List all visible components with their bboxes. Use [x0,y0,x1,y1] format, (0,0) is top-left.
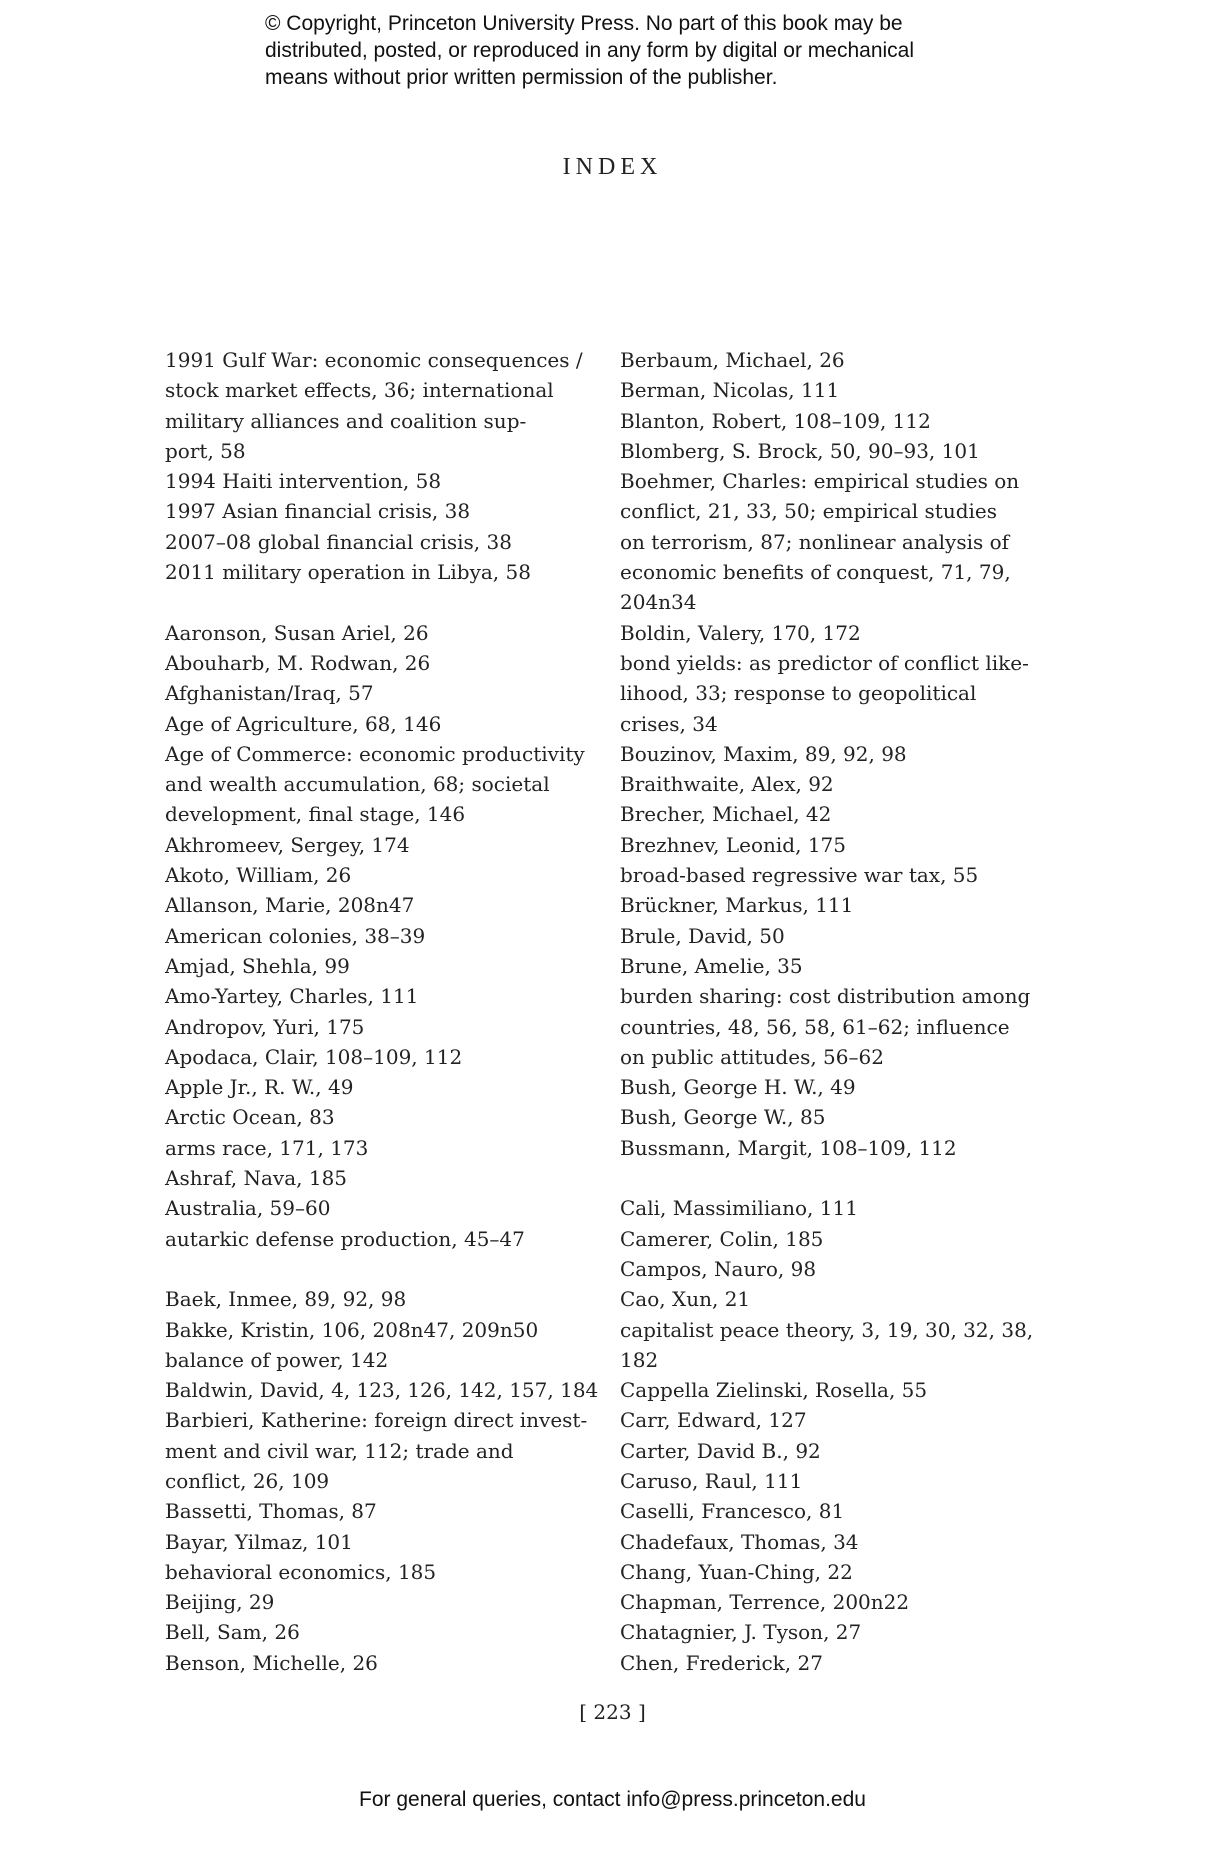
index-entry-line: Brule, David, 50 [620,923,785,948]
index-entry [165,1315,585,1345]
index-entry [620,1436,1040,1466]
index-entry [620,1587,1040,1617]
index-entry [165,1284,585,1314]
index-entry-line: lihood, 33; response to geopolitical [620,681,977,706]
index-entry-line: Beijing, 29 [165,1590,275,1615]
index-entry [165,1224,585,1254]
index-entry [165,1072,585,1102]
index-entry-line: Brune, Amelie, 35 [620,953,803,978]
index-entry-line: Baek, Inmee, 89, 92, 98 [165,1287,407,1312]
index-entry-line: port, 58 [165,438,246,463]
index-entry-line: economic benefits of conquest, 71, 79, [620,560,1011,585]
index-entry-line: behavioral economics, 185 [165,1559,437,1584]
index-entry [165,1102,585,1132]
index-entry [620,466,1040,617]
index-entry [620,860,1040,890]
index-entry-line: Apodaca, Clair, 108–109, 112 [165,1044,463,1069]
index-entry [165,1012,585,1042]
index-entry-line: arms race, 171, 173 [165,1135,369,1160]
index-entry-line: Camerer, Colin, 185 [620,1226,824,1251]
index-entry-line: Allanson, Marie, 208n47 [165,893,415,918]
index-entry-line: Age of Agriculture, 68, 146 [165,711,442,736]
index-entry-line: ment and civil war, 112; trade and [165,1438,514,1463]
index-entry-line: countries, 48, 56, 58, 61–62; influence [620,1014,1010,1039]
index-entry-line: on public attitudes, 56–62 [620,1044,884,1069]
index-entry-line: Brecher, Michael, 42 [620,802,832,827]
section-gap [165,1254,585,1284]
index-entry [165,345,585,466]
index-entry-line: Chadefaux, Thomas, 34 [620,1529,859,1554]
index-entry [620,1224,1040,1254]
index-entry-line: 1994 Haiti intervention, 58 [165,469,442,494]
index-entry [165,1042,585,1072]
index-entry-line: American colonies, 38–39 [165,923,426,948]
page-number: [ 223 ] [579,1700,646,1724]
index-entry [620,1466,1040,1496]
index-entry [165,921,585,951]
index-entry-line: Chatagnier, J. Tyson, 27 [620,1620,862,1645]
index-entry-line: Akhromeev, Sergey, 174 [165,832,410,857]
index-entry-line: balance of power, 142 [165,1347,389,1372]
index-entry [620,1405,1040,1435]
index-entry-line: on terrorism, 87; nonlinear analysis of [620,529,1010,554]
index-entry [165,890,585,920]
index-entry-line: 1991 Gulf War: economic consequences / [165,348,583,372]
index-column-right [620,345,1040,1678]
index-entry [165,618,585,648]
index-entry-line: Age of Commerce: economic productivity [165,741,585,766]
index-entry [620,739,1040,769]
footer-contact: For general queries, contact info@press.princeton.edu [359,1788,866,1811]
index-entry-line: capitalist peace theory, 3, 19, 30, 32, 38, [620,1317,1034,1342]
page-title: INDEX [562,154,663,180]
index-entry-line: Apple Jr., R. W., 49 [165,1075,354,1100]
copyright-line: © Copyright, Princeton University Press. No part of this book may be [265,12,903,35]
index-entry [620,769,1040,799]
index-entry [620,1648,1040,1678]
index-entry-line: 2007–08 global financial crisis, 38 [165,529,512,554]
index-entry [165,739,585,830]
copyright-notice [265,10,985,91]
index-entry-line: military alliances and coalition sup- [165,408,527,433]
index-entry-line: 2011 military operation in Libya, 58 [165,560,531,585]
index-entry [165,1496,585,1526]
index-entry-line: Baldwin, David, 4, 123, 126, 142, 157, 184 [165,1378,599,1403]
section-gap [165,587,585,617]
index-entry-line: Carter, David B., 92 [620,1438,821,1463]
index-entry [165,648,585,678]
index-entry [620,1496,1040,1526]
index-entry [620,981,1040,1072]
index-entry-line: conflict, 26, 109 [165,1468,330,1493]
index-entry-line: Chang, Yuan-Ching, 22 [620,1559,853,1584]
index-entry [165,1375,599,1405]
index-entry [620,951,1040,981]
index-entry [620,830,1040,860]
index-entry-line: Campos, Nauro, 98 [620,1256,817,1281]
index-entry [165,830,585,860]
index-entry [165,678,585,708]
index-entry-line: Afghanistan/Iraq, 57 [165,681,374,706]
index-entry [620,375,1040,405]
index-entry [165,1617,585,1647]
index-entry [165,527,585,557]
index-entry [620,799,1040,829]
copyright-line: distributed, posted, or reproduced in any form by digital or mechanical [265,39,915,62]
index-entry-line: Bell, Sam, 26 [165,1620,300,1645]
index-entry-line: Amo-Yartey, Charles, 111 [165,984,419,1009]
index-entry [165,981,585,1011]
index-entry-line: broad-based regressive war tax, 55 [620,863,979,888]
index-entry [165,1193,585,1223]
index-entry [620,406,1040,436]
index-entry-line: Chapman, Terrence, 200n22 [620,1590,910,1615]
index-entry-line: Chen, Frederick, 27 [620,1650,823,1675]
index-entry-line: Bakke, Kristin, 106, 208n47, 209n50 [165,1317,539,1342]
index-entry-line: Akoto, William, 26 [165,863,352,888]
index-entry-line: Australia, 59–60 [165,1196,331,1221]
index-entry [165,860,585,890]
index-entry-line: Braithwaite, Alex, 92 [620,772,834,797]
index-entry [620,1557,1040,1587]
index-entry-line: Brezhnev, Leonid, 175 [620,832,846,857]
index-entry [165,496,585,526]
index-entry [620,1193,1040,1223]
index-entry-line: Cao, Xun, 21 [620,1287,751,1312]
index-entry [620,1375,1040,1405]
index-entry-line: burden sharing: cost distribution among [620,984,1031,1009]
index-entry-line: stock market effects, 36; international [165,378,554,403]
index-entry-line: Arctic Ocean, 83 [165,1105,335,1130]
index-entry-line: Bassetti, Thomas, 87 [165,1499,377,1524]
index-entry [620,1254,1040,1284]
index-entry-line: Carr, Edward, 127 [620,1408,807,1433]
index-entry-line: Abouharb, M. Rodwan, 26 [165,650,431,675]
index-entry-line: Boldin, Valery, 170, 172 [620,620,861,645]
index-entry-line: Boehmer, Charles: empirical studies on [620,469,1020,494]
index-entry [620,648,1040,739]
index-entry-line: Blanton, Robert, 108–109, 112 [620,408,931,433]
index-entry [620,1617,1040,1647]
index-entry [165,951,585,981]
index-entry-line: Aaronson, Susan Ariel, 26 [165,620,429,645]
index-entry [620,1527,1040,1557]
index-entry-line: Andropov, Yuri, 175 [165,1014,365,1039]
index-entry-line: Benson, Michelle, 26 [165,1650,378,1675]
index-entry-line: Blomberg, S. Brock, 50, 90–93, 101 [620,438,980,463]
index-entry-line: Berman, Nicolas, 111 [620,378,840,403]
index-entry-line: Caruso, Raul, 111 [620,1468,803,1493]
index-entry [620,436,1040,466]
index-entry-line: Bussmann, Margit, 108–109, 112 [620,1135,957,1160]
index-entry [165,1557,585,1587]
index-entry-line: development, final stage, 146 [165,802,466,827]
index-entry-line: autarkic defense production, 45–47 [165,1226,525,1251]
index-entry-line: 1997 Asian financial crisis, 38 [165,499,471,524]
index-entry [165,1345,585,1375]
index-entry [620,1315,1040,1376]
index-entry-line: bond yields: as predictor of conflict like- [620,650,1029,675]
index-entry [620,1102,1040,1132]
index-entry [165,1163,585,1193]
index-entry-line: 182 [620,1347,659,1372]
index-column-left [165,345,599,1678]
index-entry [165,557,585,587]
index-entry [620,1072,1040,1102]
index-entry-line: 204n34 [620,590,697,615]
index-entry [165,1527,585,1557]
section-gap [620,1163,1040,1193]
index-entry [165,1405,588,1496]
index-entry-line: Bayar, Yilmaz, 101 [165,1529,353,1554]
index-entry-line: Ashraf, Nava, 185 [165,1166,348,1191]
index-entry [620,618,1040,648]
index-entry [165,466,585,496]
index-entry-line: Berbaum, Michael, 26 [620,348,845,372]
index-entry-line: Amjad, Shehla, 99 [165,953,350,978]
index-entry-line: Barbieri, Katherine: foreign direct invest- [165,1408,588,1433]
index-entry [620,345,1040,375]
index-entry-line: conflict, 21, 33, 50; empirical studies [620,499,998,524]
index-entry [620,890,1040,920]
index-entry [165,1648,585,1678]
index-entry-line: Cali, Massimiliano, 111 [620,1196,858,1221]
index-entry-line: Cappella Zielinski, Rosella, 55 [620,1378,928,1403]
index-entry-line: and wealth accumulation, 68; societal [165,772,550,797]
index-entry-line: Bush, George W., 85 [620,1105,826,1130]
index-entry-line: Bush, George H. W., 49 [620,1075,856,1100]
index-entry-line: crises, 34 [620,711,718,736]
index-entry [620,1133,1040,1163]
index-entry [165,1587,585,1617]
index-entry-line: Brückner, Markus, 111 [620,893,854,918]
index-entry [165,1133,585,1163]
index-entry [620,1284,1040,1314]
copyright-line: means without prior written permission of the publisher. [265,66,778,89]
index-entry-line: Caselli, Francesco, 81 [620,1499,845,1524]
index-entry [165,709,585,739]
index-entry [620,921,1040,951]
index-entry-line: Bouzinov, Maxim, 89, 92, 98 [620,741,907,766]
